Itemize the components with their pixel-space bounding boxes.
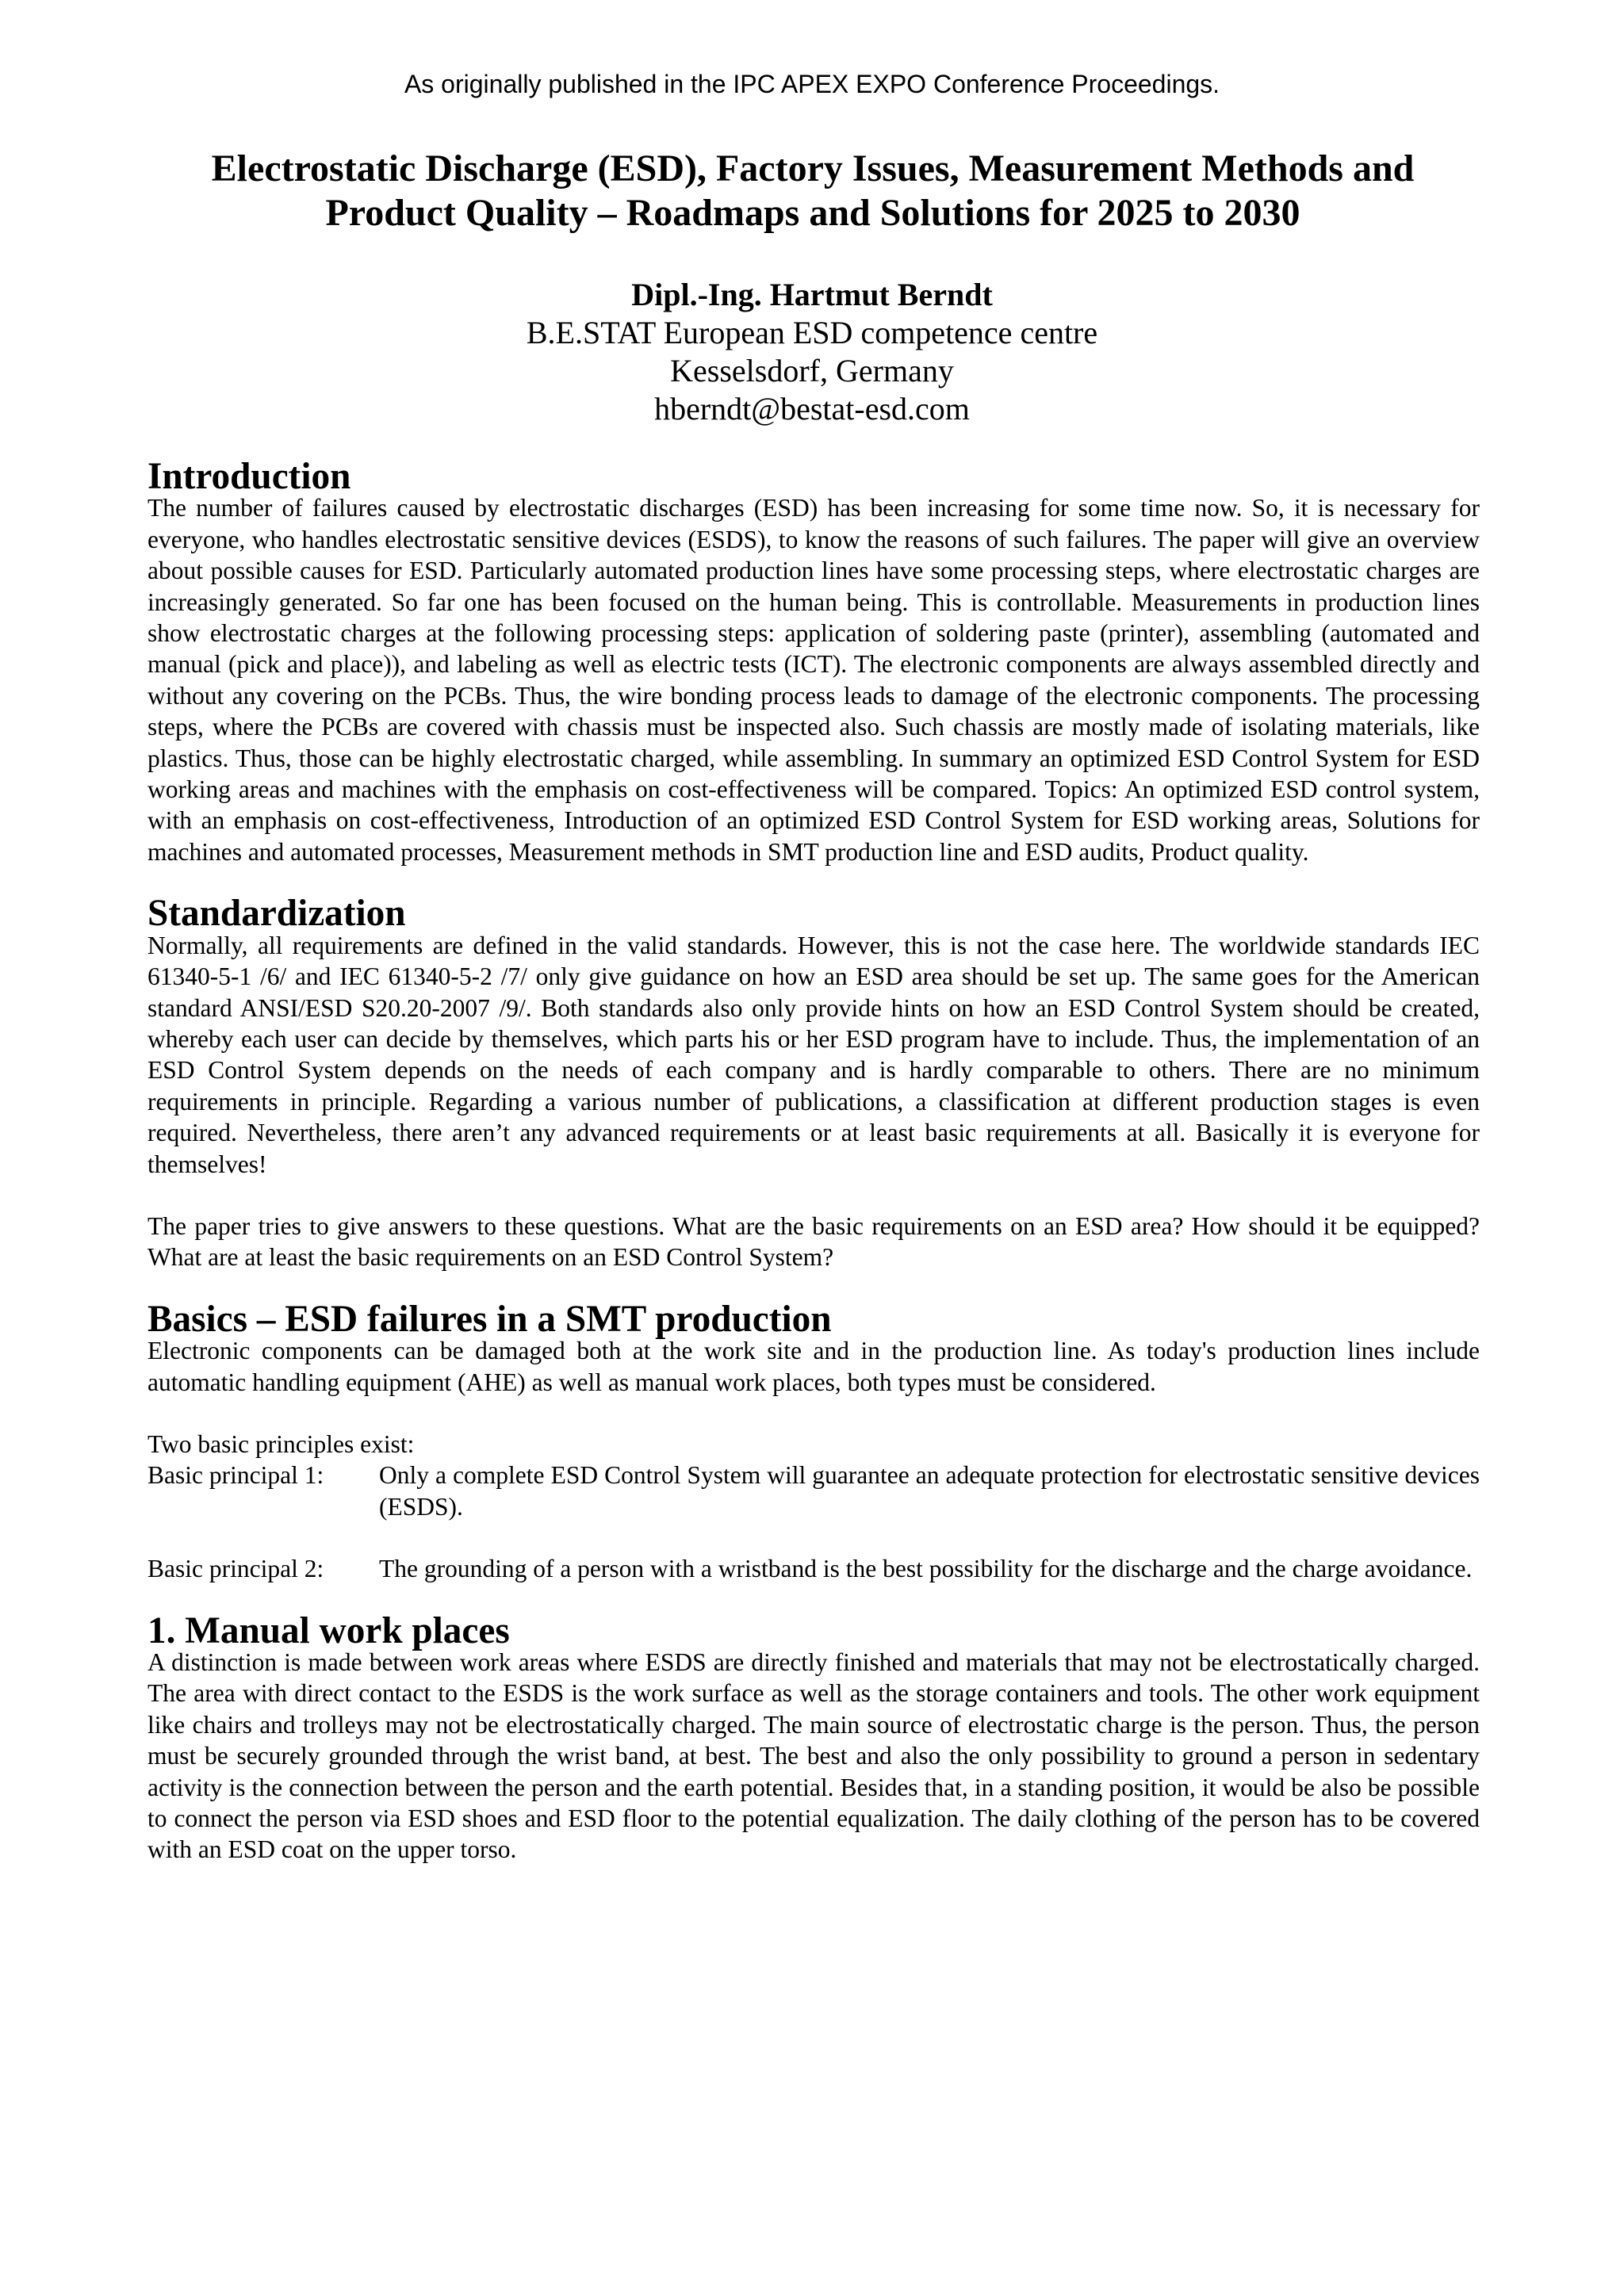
author-location: Kesselsdorf, Germany [670, 353, 954, 388]
author-name: Dipl.-Ing. Hartmut Berndt [631, 277, 993, 312]
principle-label: Basic principal 1: [147, 1461, 324, 1490]
section-heading: Standardization [147, 893, 406, 935]
principle-item [147, 1460, 1480, 1522]
paper-body [147, 456, 1480, 1866]
principle-text: The grounding of a person with a wristband is the best possibility for the discharge and the charge avoidance. [379, 1555, 1473, 1583]
section-standardization [147, 893, 1480, 1272]
section-heading: Introduction [147, 456, 351, 497]
paper-title [151, 147, 1475, 235]
section-manual-work-places [147, 1609, 1480, 1866]
publication-note: As originally published in the IPC APEX EXPO Conference Proceedings. [404, 70, 1220, 98]
paragraph: The number of failures caused by electrostatic discharges (ESD) has been increasing for some time now. So, it is necessary for everyone, who handles electrostatic sensitive devices (ESDS), to know the reasons of such failures. The paper will give an overview about possible causes for ESD. Particularly automated production lines have some processing steps, where electrostatic charges are increasingly generated. So far one has been focused on the human being. This is controllable. Measurements in production lines show electrostatic charges at the following processing steps: application of soldering paste (printer), assembling (automated and manual (pick and place)), and labeling as well as electric tests (ICT). The electronic components are always assembled directly and without any covering on the PCBs. Thus, the wire bonding process leads to damage of the electronic components. The processing steps, where the PCBs are covered with chassis must be inspected also. Such chassis are mostly made of isolating materials, like plastics. Thus, those can be highly electrostatic charged, while assembling. In summary an optimized ESD Control System for ESD working areas and machines with the emphasis on cost-effectiveness will be compared. Topics: An optimized ESD control system, with an emphasis on cost-effectiveness, Introduction of an optimized ESD Control System for ESD working areas, Solutions for machines and automated processes, Measurement methods in SMT production line and ESD audits, Product quality. [147, 494, 1480, 866]
principles-intro: Two basic principles exist: [147, 1429, 415, 1458]
section-basics [147, 1298, 1480, 1585]
principle-item [147, 1553, 1480, 1584]
paragraph: A distinction is made between work areas where ESDS are directly finished and materials that may not be electrostatically charged. The area with direct contact to the ESDS is the work surface as well as the storage containers and tools. The other work equipment like chairs and trolleys may not be electrostatically charged. The main source of electrostatic charge is the person. Thus, the person must be securely grounded through the wrist band, at best. The best and also the only possibility to ground a person in sedentary activity is the connection between the person and the earth potential. Besides that, in a standing position, it would be also be possible to connect the person via ESD shoes and ESD floor to the potential equalization. The daily clothing of the person has to be covered with an ESD coat on the upper torso. [147, 1648, 1480, 1864]
section-heading: 1. Manual work places [147, 1609, 510, 1651]
author-block [0, 276, 1624, 428]
principle-text: Only a complete ESD Control System will guarantee an adequate protection for electrostatic sensitive devices (ESDS). [379, 1461, 1480, 1521]
section-introduction [147, 456, 1480, 867]
author-email: hberndt@bestat-esd.com [654, 391, 970, 427]
title-line-1: Electrostatic Discharge (ESD), Factory Issues, Measurement Methods and [211, 147, 1415, 189]
principle-label: Basic principal 2: [147, 1555, 324, 1583]
title-line-2: Product Quality – Roadmaps and Solutions for 2025 to 2030 [325, 192, 1300, 234]
paragraph: Normally, all requirements are defined in the valid standards. However, this is not the case here. The worldwide standards IEC 61340-5-1 /6/ and IEC 61340-5-2 /7/ only give guidance on how an ESD area should be set up. The same goes for the American standard ANSI/ESD S20.20-2007 /9/. Both standards also only provide hints on how an ESD Control System should be created, whereby each user can decide by themselves, which parts his or her ESD program have to include. Thus, the implementation of an ESD Control System depends on the needs of each company and is hardly comparable to others. There are no minimum requirements in principle. Regarding a various number of publications, a classification at different production stages is even required. Nevertheless, there aren’t any advanced requirements or at least basic requirements at all. Basically it is everyone for themselves! [147, 931, 1480, 1178]
author-affiliation: B.E.STAT European ESD competence centre [526, 315, 1098, 350]
paragraph: The paper tries to give answers to these questions. What are the basic requirements on an ESD area? How should it be equipped? What are at least the basic requirements on an ESD Control System? [147, 1211, 1480, 1272]
section-heading: Basics – ESD failures in a SMT production [147, 1298, 832, 1340]
paragraph: Electronic components can be damaged both at the work site and in the production line. As today's production lines include automatic handling equipment (AHE) as well as manual work places, both types must be considered. [147, 1337, 1480, 1396]
